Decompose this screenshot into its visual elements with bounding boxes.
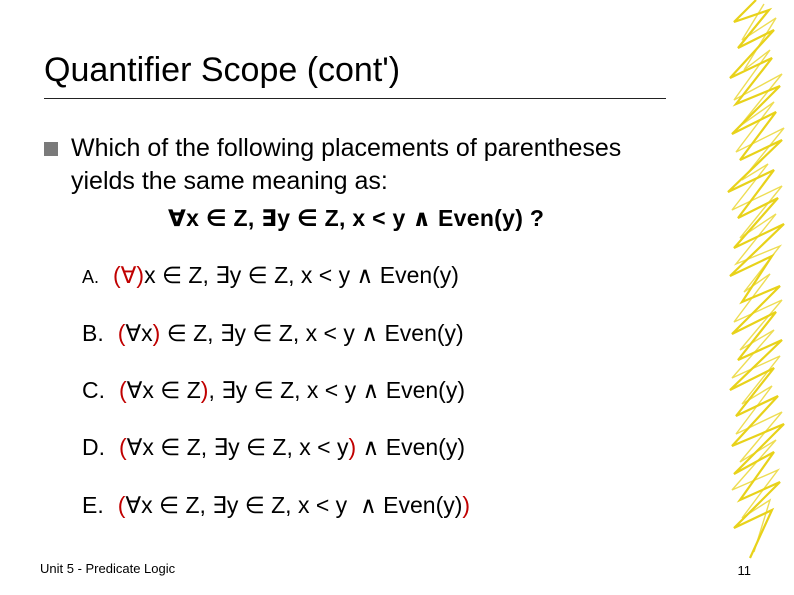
slide-title: Quantifier Scope (cont') (44, 51, 401, 89)
option-letter: E. (82, 492, 104, 518)
option-letter: D. (82, 434, 105, 460)
red-open-paren: ( (117, 320, 126, 346)
option-text: x ∈ Z, ∃y ∈ Z, x < y ∧ Even(y) (144, 262, 459, 288)
question-line-1: Which of the following placements of parentheses (71, 134, 622, 162)
red-close-paren: ) (348, 434, 357, 460)
option-c (82, 377, 465, 404)
option-enclosed-text: ∀x ∈ Z, ∃y ∈ Z, x < y (126, 434, 349, 460)
red-open-paren: ( (117, 492, 126, 518)
red-parenthesis: (∀) (113, 262, 145, 288)
option-rest-text: ∈ Z, ∃y ∈ Z, x < y ∧ Even(y) (160, 320, 464, 346)
option-enclosed-text: ∀x (125, 320, 153, 346)
option-enclosed-text: ∀x ∈ Z (126, 377, 201, 403)
red-close-paren: ) (462, 492, 471, 518)
red-open-paren: ( (119, 434, 127, 460)
option-e (82, 492, 470, 519)
bullet-square-icon (44, 142, 58, 156)
reference-formula: ∀x ∈ Z, ∃y ∈ Z, x < y ∧ Even(y) ? (168, 205, 545, 231)
footer-unit-label: Unit 5 - Predicate Logic (40, 561, 176, 576)
option-d (82, 434, 465, 461)
option-a (82, 262, 459, 289)
red-close-paren: ) (200, 377, 209, 403)
option-letter: A. (82, 267, 100, 287)
decorative-zigzag (724, 0, 794, 560)
option-rest-text: ∧ Even(y) (356, 434, 465, 460)
question-line-2: yields the same meaning as: (71, 167, 388, 195)
option-rest-text: , ∃y ∈ Z, x < y ∧ Even(y) (208, 377, 465, 403)
page-number: 11 (737, 563, 751, 578)
option-enclosed-text: ∀x ∈ Z, ∃y ∈ Z, x < y ∧ Even(y) (125, 492, 463, 518)
red-close-paren: ) (152, 320, 161, 346)
option-b (82, 320, 464, 347)
question-text (71, 132, 621, 198)
red-open-paren: ( (119, 377, 127, 403)
option-letter: C. (82, 377, 105, 403)
option-letter: B. (82, 320, 104, 346)
title-divider (44, 98, 666, 99)
